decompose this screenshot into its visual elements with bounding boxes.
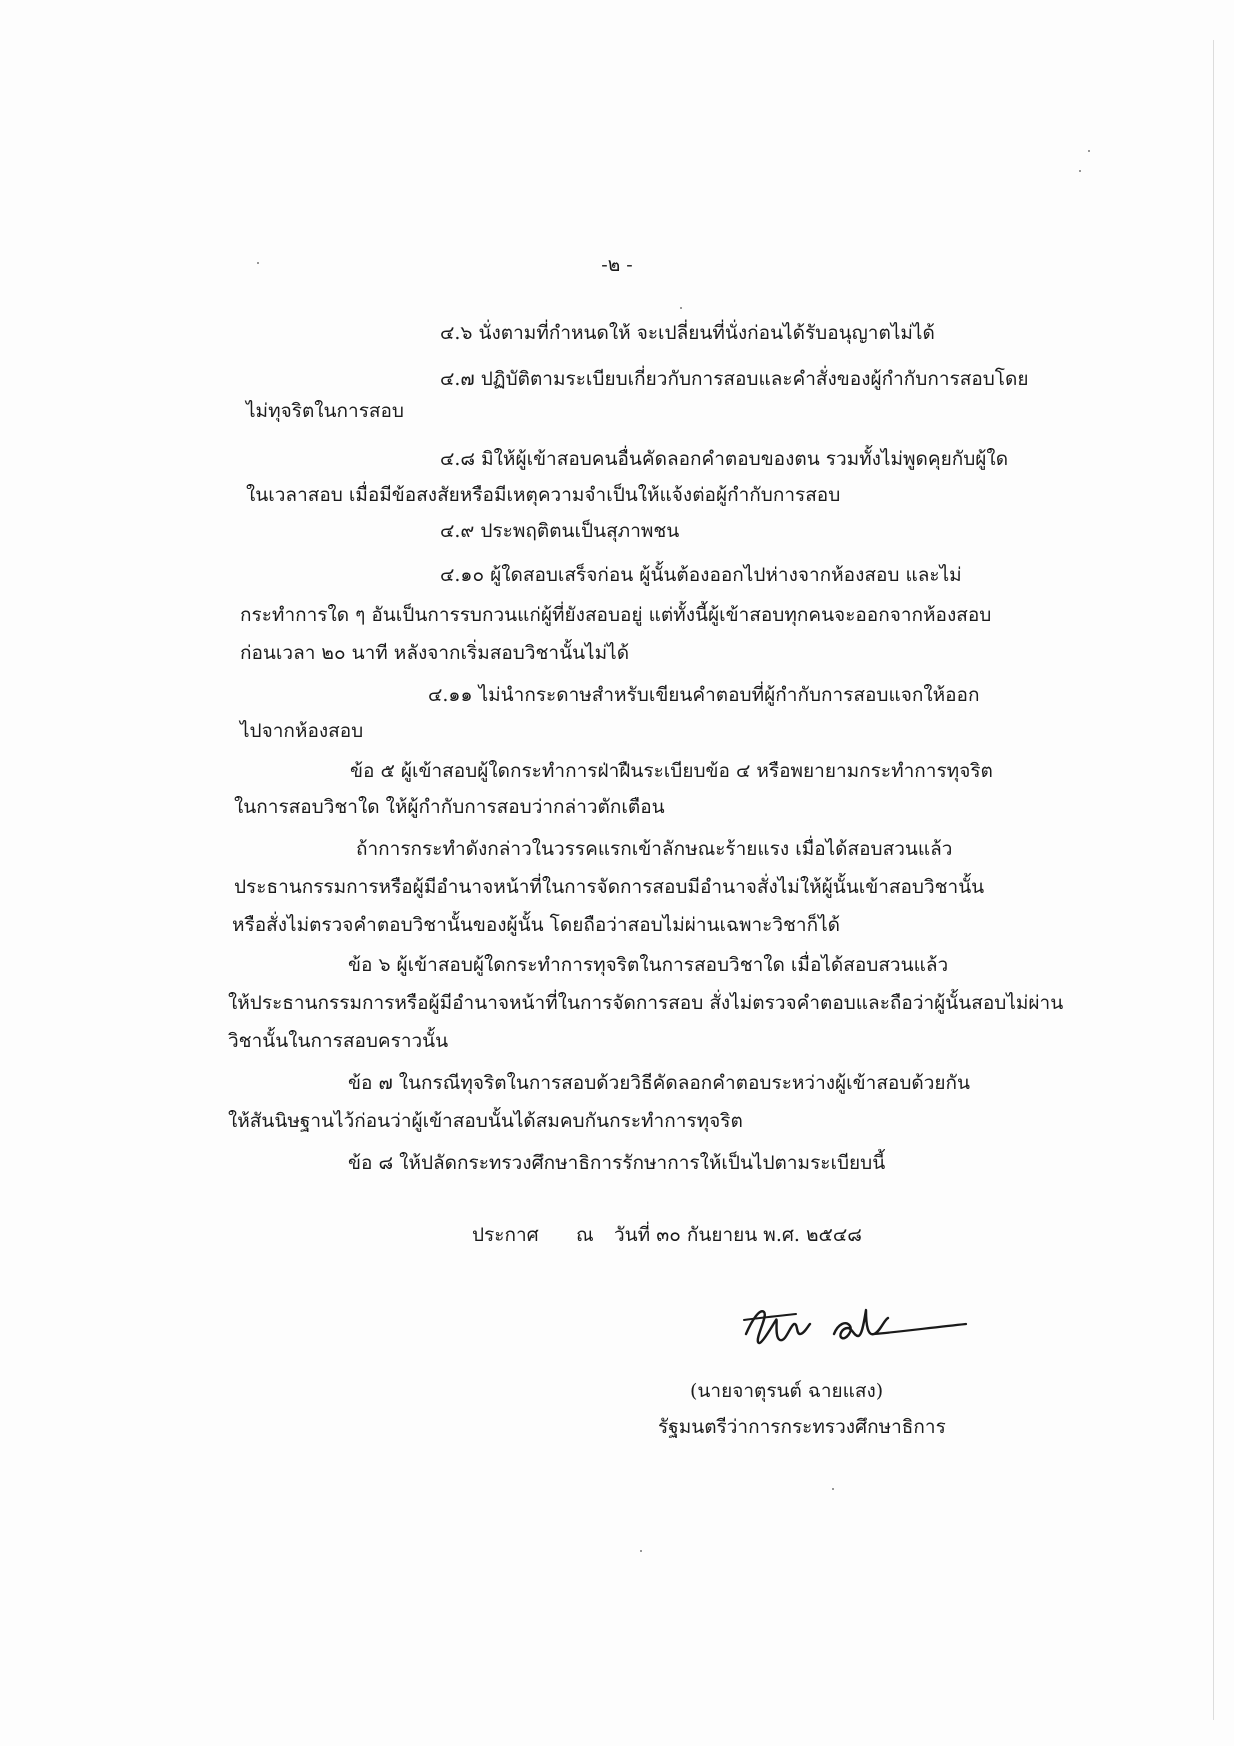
clause-4-8-continued: ในเวลาสอบ เมื่อมีข้อสงสัยหรือมีเหตุความจำเป็นให้แจ้งต่อผู้กำกับการสอบ xyxy=(246,484,841,506)
article-5-continued: ในการสอบวิชาใด ให้ผู้กำกับการสอบว่ากล่าวตักเตือน xyxy=(234,796,665,818)
article-5: ข้อ ๕ ผู้เข้าสอบผู้ใดกระทำการฝ่าฝืนระเบียบข้อ ๔ หรือพยายามกระทำการทุจริต xyxy=(350,760,993,782)
clause-4-10-continued: กระทำการใด ๆ อันเป็นการรบกวนแก่ผู้ที่ยังสอบอยู่ แต่ทั้งนี้ผู้เข้าสอบทุกคนจะออกจากห้องสอบ xyxy=(240,604,992,626)
scan-speck xyxy=(640,1550,642,1552)
page-number: -๒ - xyxy=(601,254,633,276)
article-5-paragraph-2-line-2: ประธานกรรมการหรือผู้มีอำนาจหน้าที่ในการจัดการสอบมีอำนาจสั่งไม่ให้ผู้นั้นเข้าสอบวิชานั้น xyxy=(234,876,985,898)
clause-4-11: ๔.๑๑ ไม่นำกระดาษสำหรับเขียนคำตอบที่ผู้กำกับการสอบแจกให้ออก xyxy=(428,684,980,706)
handwritten-signature xyxy=(738,1290,978,1362)
announcement-date: วันที่ ๓๐ กันยายน พ.ศ. ๒๕๔๘ xyxy=(614,1224,862,1246)
article-5-paragraph-2-line-3: หรือสั่งไม่ตรวจคำตอบวิชานั้นของผู้นั้น โดยถือว่าสอบไม่ผ่านเฉพาะวิชาก็ได้ xyxy=(232,914,840,936)
clause-4-10: ๔.๑๐ ผู้ใดสอบเสร็จก่อน ผู้นั้นต้องออกไปห่างจากห้องสอบ และไม่ xyxy=(440,564,962,586)
scan-speck xyxy=(680,307,682,309)
clause-4-7-continued: ไม่ทุจริตในการสอบ xyxy=(246,400,404,422)
scan-speck xyxy=(1088,150,1090,152)
signatory-position: รัฐมนตรีว่าการกระทรวงศึกษาธิการ xyxy=(658,1416,946,1438)
scan-border xyxy=(1213,40,1214,1720)
announcement-prefix: ประกาศ xyxy=(472,1224,539,1246)
clause-4-10-end: ก่อนเวลา ๒๐ นาที หลังจากเริ่มสอบวิชานั้นไม่ได้ xyxy=(240,642,630,664)
article-7-continued: ให้สันนิษฐานไว้ก่อนว่าผู้เข้าสอบนั้นได้สมคบกันกระทำการทุจริต xyxy=(228,1110,743,1132)
article-7: ข้อ ๗ ในกรณีทุจริตในการสอบด้วยวิธีคัดลอกคำตอบระหว่างผู้เข้าสอบด้วยกัน xyxy=(348,1072,971,1094)
article-8: ข้อ ๘ ให้ปลัดกระทรวงศึกษาธิการรักษาการให้เป็นไปตามระเบียบนี้ xyxy=(348,1152,886,1174)
announcement-at: ณ xyxy=(576,1224,594,1246)
clause-4-7: ๔.๗ ปฏิบัติตามระเบียบเกี่ยวกับการสอบและคำสั่งของผู้กำกับการสอบโดย xyxy=(440,368,1029,390)
signatory-name: (นายจาตุรนต์ ฉายแสง) xyxy=(690,1380,884,1402)
article-5-paragraph-2: ถ้าการกระทำดังกล่าวในวรรคแรกเข้าลักษณะร้ายแรง เมื่อได้สอบสวนแล้ว xyxy=(356,838,953,860)
clause-4-8: ๔.๘ มิให้ผู้เข้าสอบคนอื่นคัดลอกคำตอบของตน รวมทั้งไม่พูดคุยกับผู้ใด xyxy=(440,448,1009,470)
scan-speck xyxy=(832,1488,834,1490)
article-6-end: วิชานั้นในการสอบคราวนั้น xyxy=(228,1030,449,1052)
article-6: ข้อ ๖ ผู้เข้าสอบผู้ใดกระทำการทุจริตในการสอบวิชาใด เมื่อได้สอบสวนแล้ว xyxy=(348,954,949,976)
article-6-continued: ให้ประธานกรรมการหรือผู้มีอำนาจหน้าที่ในการจัดการสอบ สั่งไม่ตรวจคำตอบและถือว่าผู้นั้นสอบไม่ผ่าน xyxy=(228,992,1064,1014)
clause-4-6: ๔.๖ นั่งตามที่กำหนดให้ จะเปลี่ยนที่นั่งก่อนได้รับอนุญาตไม่ได้ xyxy=(440,322,935,344)
clause-4-11-continued: ไปจากห้องสอบ xyxy=(240,720,364,742)
clause-4-9: ๔.๙ ประพฤติตนเป็นสุภาพชน xyxy=(440,520,680,542)
scan-speck xyxy=(1079,170,1081,172)
